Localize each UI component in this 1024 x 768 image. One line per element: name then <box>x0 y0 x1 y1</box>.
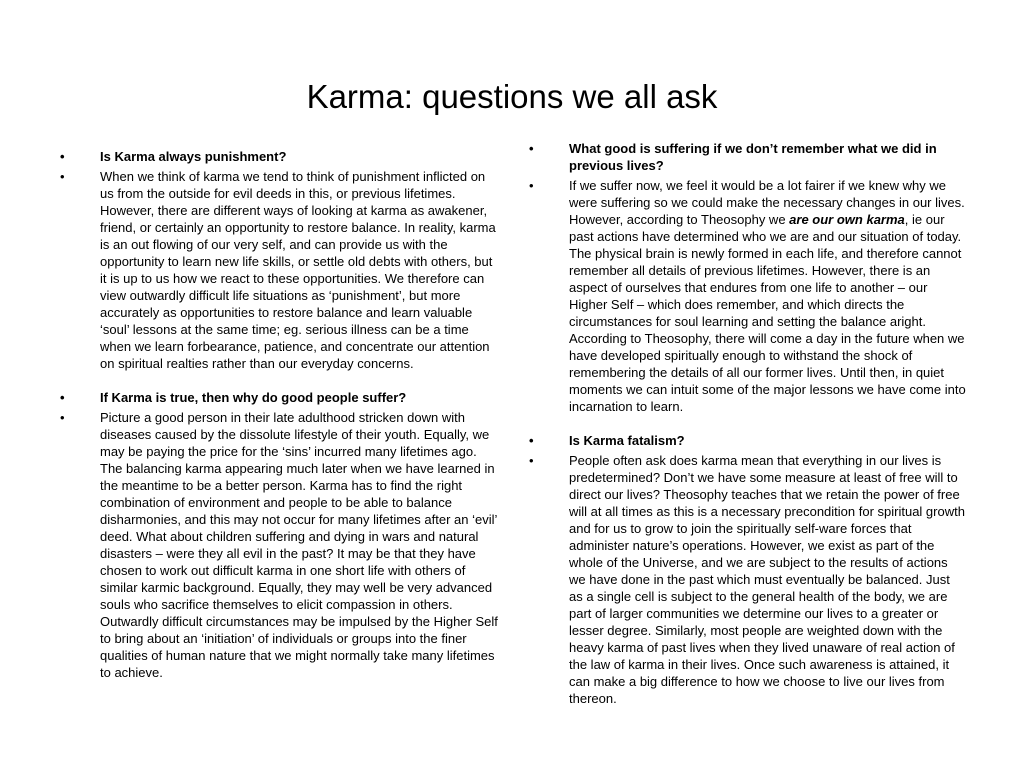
question-item <box>527 432 967 449</box>
question-text: Is Karma always punishment? <box>100 149 287 164</box>
slide-title: Karma: questions we all ask <box>306 78 718 115</box>
answer-text: People often ask does karma mean that everything in our lives is predetermined? Don’t we have some measure at least of free will to direct our lives? Theosophy teaches that we retain the power of free will at all times as this is a necessary precondition for spiritual growth and for us to grow to join the spiritually self-ware forces that administer nature’s operations. However, we exist as part of the whole of the Universe, and we are subject to the results of actions we have done in the past which must eventually be balanced. Just as a single cell is subject to the general health of the body, we are part of larger communities we determine our lives to a greater or lesser degree. Similarly, most people are weighted down with the heavy karma of past lives when they lived unaware of real action of the law of karma in their lives. Once such awareness is attained, it can make a big difference to how we choose to live our lives from thereon. <box>569 453 965 706</box>
question-text: If Karma is true, then why do good people suffer? <box>100 390 407 405</box>
answer-item <box>58 168 498 372</box>
question-item <box>58 389 498 406</box>
bullet-icon: • <box>529 453 534 468</box>
question-text: Is Karma fatalism? <box>569 433 685 448</box>
bullet-icon: • <box>60 149 65 164</box>
left-column <box>58 148 498 681</box>
answer-item <box>58 409 498 681</box>
answer-item <box>527 177 967 415</box>
question-item <box>58 148 498 165</box>
answer-text: If we suffer now, we feel it would be a lot fairer if we knew why we were suffering so we could make the necessary changes in our lives. However, according to Theosophy we are our own karma, ie our past actions have determined who we are and our situation of today. The physical brain is newly formed in each life, and therefore cannot remember all details of previous lifetimes. However, there is an aspect of ourselves that endures from one life to another – our Higher Self – which does remember, and which directs the circumstances for soul learning and setting the balance aright. According to Theosophy, there will come a day in the future when we have developed spiritually enough to withstand the shock of remembering the details of all our former lives. Until then, in quiet moments we can intuit some of the major lessons we have come into incarnation to learn. <box>569 178 966 414</box>
answer-item <box>527 452 967 707</box>
bullet-icon: • <box>60 390 65 405</box>
bullet-icon: • <box>529 433 534 448</box>
bullet-icon: • <box>529 141 534 156</box>
right-column <box>527 140 967 707</box>
emphasis-text: are our own karma <box>789 212 905 227</box>
question-item <box>527 140 967 174</box>
question-text: What good is suffering if we don’t remember what we did in previous lives? <box>569 141 937 173</box>
bullet-icon: • <box>60 410 65 425</box>
answer-text: When we think of karma we tend to think of punishment inflicted on us from the outside for evil deeds in this, or previous lifetimes. However, there are different ways of looking at karma as awakener, friend, or certainly an opportunity to restore balance. In reality, karma is an out flowing of our very self, and can provide us with the opportunity to learn new life skills, or settle old debts with others, but it is up to us how we react to these opportunities. We therefore can view outwardly difficult life situations as ‘punishment’, but more accurately as opportunities to restore balance and learn valuable ‘soul’ lessons at the same time; eg. serious illness can be a time when we learn forbearance, patience, and concentrate our attention on spiritual realties rather than our everyday concerns. <box>100 169 496 371</box>
answer-text: Picture a good person in their late adulthood stricken down with diseases caused by the dissolute lifestyle of their youth. Equally, we may be paying the price for the ‘sins’ incurred many lifetimes ago. The balancing karma appearing much later when we have learned in the meantime to be a better person. Karma has to find the right combination of environment and people to be able to balance disharmonies, and this may not occur for many lifetimes after an ‘evil’ deed. What about children suffering and dying in wars and natural disasters – were they all evil in the past? It may be that they have chosen to work out difficult karma in one short life with others of similar karmic background. Equally, they may well be very advanced souls who sacrifice themselves to elicit compassion in others. Outwardly difficult circumstances may be impulsed by the Higher Self to bring about an ‘initiation’ of individuals or groups into the finer qualities of human nature that we might normally take many lifetimes to achieve. <box>100 410 498 680</box>
bullet-icon: • <box>529 178 534 193</box>
bullet-icon: • <box>60 169 65 184</box>
